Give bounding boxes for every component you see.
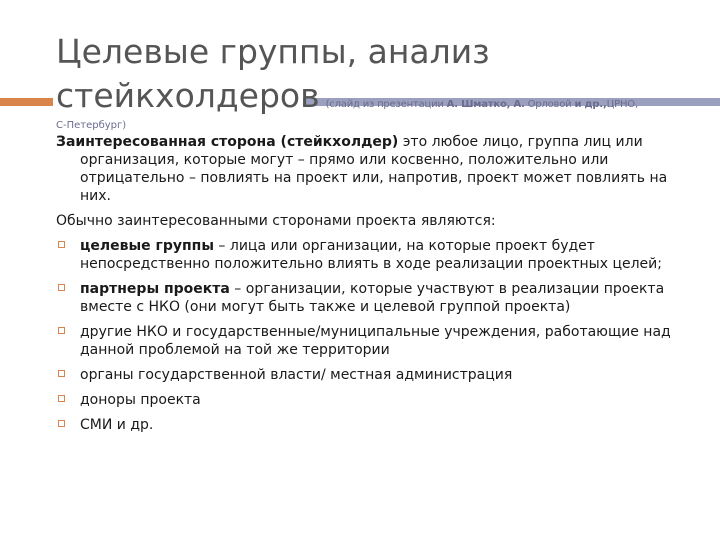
definition-paragraph: [56, 133, 696, 205]
item-text: – организации, которые участвуют в реализации проекта вместе с НКО (они могут быть также и целевой группой проекта): [80, 281, 665, 315]
list-item: [56, 280, 696, 316]
note-mid: Орловой: [524, 99, 575, 110]
accent-band-orange: [0, 98, 53, 106]
note-org: ЦРНО,: [606, 99, 638, 110]
title-text: Целевые группы, анализ стейкхолдеров: [56, 32, 490, 115]
square-bullet-icon: [58, 370, 65, 377]
definition-text: это любое лицо, группа лиц или организация, которые могут – прямо или косвенно, положительно или отрицательно – повлиять на проект или, напротив, проект может повлиять на них.: [80, 134, 668, 204]
title-source-city: С-Петербург): [56, 120, 127, 131]
item-text: другие НКО и государственные/муниципальные учреждения, работающие над данной проблемой на той же территории: [80, 324, 671, 358]
square-bullet-icon: [58, 284, 65, 291]
item-text: – лица или организации, на которые проект будет непосредственно положительно влиять в ходе реализации проектных целей;: [80, 238, 662, 272]
note-author2: и др.,: [574, 99, 607, 110]
list-item: [56, 416, 696, 434]
note-author1: А. Шматко, А.: [446, 99, 525, 110]
item-term: партнеры проекта: [80, 281, 230, 297]
square-bullet-icon: [58, 420, 65, 427]
list-item: [56, 237, 696, 273]
list-item: [56, 366, 696, 384]
note-prefix: (слайд из презентации: [325, 99, 447, 110]
list-item: [56, 323, 696, 359]
square-bullet-icon: [58, 395, 65, 402]
list-item: [56, 391, 696, 409]
intro-text: Обычно заинтересованными сторонами проекта являются:: [56, 213, 496, 229]
item-text: доноры проекта: [80, 392, 201, 408]
item-term: целевые группы: [80, 238, 214, 254]
square-bullet-icon: [58, 241, 65, 248]
slide-content: [56, 133, 696, 441]
square-bullet-icon: [58, 327, 65, 334]
item-text: СМИ и др.: [80, 417, 154, 433]
definition-term: Заинтересованная сторона (стейкхолдер): [56, 134, 399, 150]
item-text: органы государственной власти/ местная администрация: [80, 367, 513, 383]
stakeholder-list: [56, 237, 696, 434]
slide-title: [56, 30, 696, 127]
title-source-note: [326, 99, 638, 110]
